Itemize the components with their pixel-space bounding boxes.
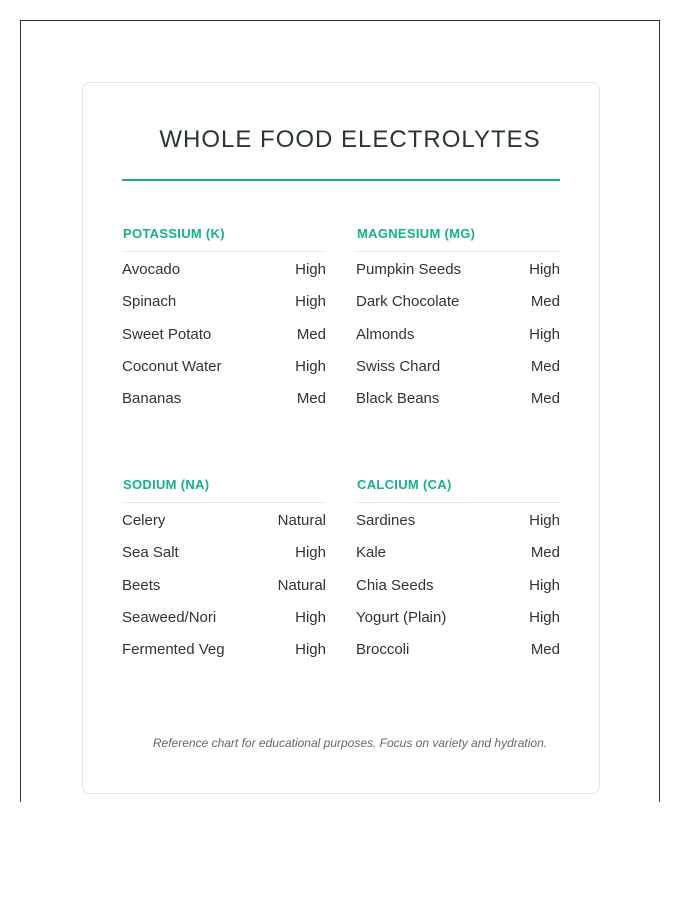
section-divider bbox=[356, 502, 560, 503]
level-value: Natural bbox=[277, 512, 326, 529]
level-value: High bbox=[295, 293, 326, 311]
food-name: Sweet Potato bbox=[122, 325, 212, 343]
list-item bbox=[356, 577, 560, 609]
section-potassium bbox=[122, 225, 326, 422]
section-heading: CALCIUM (CA) bbox=[357, 477, 452, 492]
food-name: Black Beans bbox=[356, 390, 440, 408]
level-value: High bbox=[529, 512, 560, 529]
food-name: Broccoli bbox=[356, 641, 410, 659]
food-name: Yogurt (Plain) bbox=[356, 608, 447, 626]
food-name: Spinach bbox=[122, 293, 177, 311]
list-item bbox=[356, 261, 560, 293]
level-value: High bbox=[529, 608, 560, 626]
list-item bbox=[356, 390, 560, 422]
list-item bbox=[356, 544, 560, 576]
level-value: High bbox=[295, 608, 326, 626]
food-name: Sea Salt bbox=[122, 544, 179, 562]
list-item bbox=[356, 326, 560, 358]
level-value: High bbox=[295, 357, 326, 375]
food-name: Kale bbox=[356, 544, 387, 562]
list-item bbox=[356, 293, 560, 325]
section-divider bbox=[356, 251, 560, 252]
list-item bbox=[122, 641, 326, 673]
section-magnesium bbox=[356, 225, 560, 422]
food-name: Avocado bbox=[122, 261, 181, 278]
electrolytes-card bbox=[82, 82, 600, 794]
list-item bbox=[122, 358, 326, 390]
page-title: WHOLE FOOD ELECTROLYTES bbox=[159, 126, 541, 153]
level-value: Med bbox=[530, 357, 560, 375]
food-name: Dark Chocolate bbox=[356, 293, 460, 311]
food-name: Almonds bbox=[356, 325, 415, 343]
food-name: Chia Seeds bbox=[356, 576, 434, 594]
level-value: Med bbox=[530, 293, 560, 311]
food-name: Celery bbox=[122, 512, 166, 529]
list-item bbox=[122, 609, 326, 641]
list-item bbox=[122, 326, 326, 358]
level-value: Med bbox=[296, 325, 326, 343]
level-value: Med bbox=[530, 390, 560, 408]
footer-note: Reference chart for educational purposes. Focus on variety and hydration. bbox=[152, 736, 548, 750]
section-heading: MAGNESIUM (MG) bbox=[357, 226, 476, 241]
list-item bbox=[356, 609, 560, 641]
section-divider bbox=[122, 502, 326, 503]
food-name: Swiss Chard bbox=[356, 357, 441, 375]
list-item bbox=[122, 577, 326, 609]
list-item bbox=[356, 358, 560, 390]
level-value: High bbox=[529, 325, 560, 343]
level-value: High bbox=[295, 261, 326, 278]
level-value: High bbox=[529, 261, 560, 278]
list-item bbox=[122, 293, 326, 325]
food-name: Bananas bbox=[122, 390, 182, 408]
section-heading: SODIUM (NA) bbox=[123, 477, 210, 492]
section-divider bbox=[122, 251, 326, 252]
list-item bbox=[122, 512, 326, 544]
food-name: Sardines bbox=[356, 512, 416, 529]
level-value: High bbox=[295, 544, 326, 562]
list-item bbox=[122, 390, 326, 422]
section-heading: POTASSIUM (K) bbox=[123, 226, 225, 241]
title-divider bbox=[122, 179, 560, 181]
level-value: High bbox=[295, 641, 326, 659]
list-item bbox=[122, 544, 326, 576]
food-name: Coconut Water bbox=[122, 357, 222, 375]
food-name: Fermented Veg bbox=[122, 641, 225, 659]
level-value: Med bbox=[530, 544, 560, 562]
food-name: Pumpkin Seeds bbox=[356, 261, 462, 278]
list-item bbox=[122, 261, 326, 293]
food-name: Seaweed/Nori bbox=[122, 608, 217, 626]
level-value: Med bbox=[530, 641, 560, 659]
level-value: Med bbox=[296, 390, 326, 408]
food-name: Beets bbox=[122, 576, 161, 594]
section-sodium bbox=[122, 476, 326, 673]
section-calcium bbox=[356, 476, 560, 673]
list-item bbox=[356, 512, 560, 544]
list-item bbox=[356, 641, 560, 673]
level-value: High bbox=[529, 576, 560, 594]
level-value: Natural bbox=[277, 576, 326, 594]
